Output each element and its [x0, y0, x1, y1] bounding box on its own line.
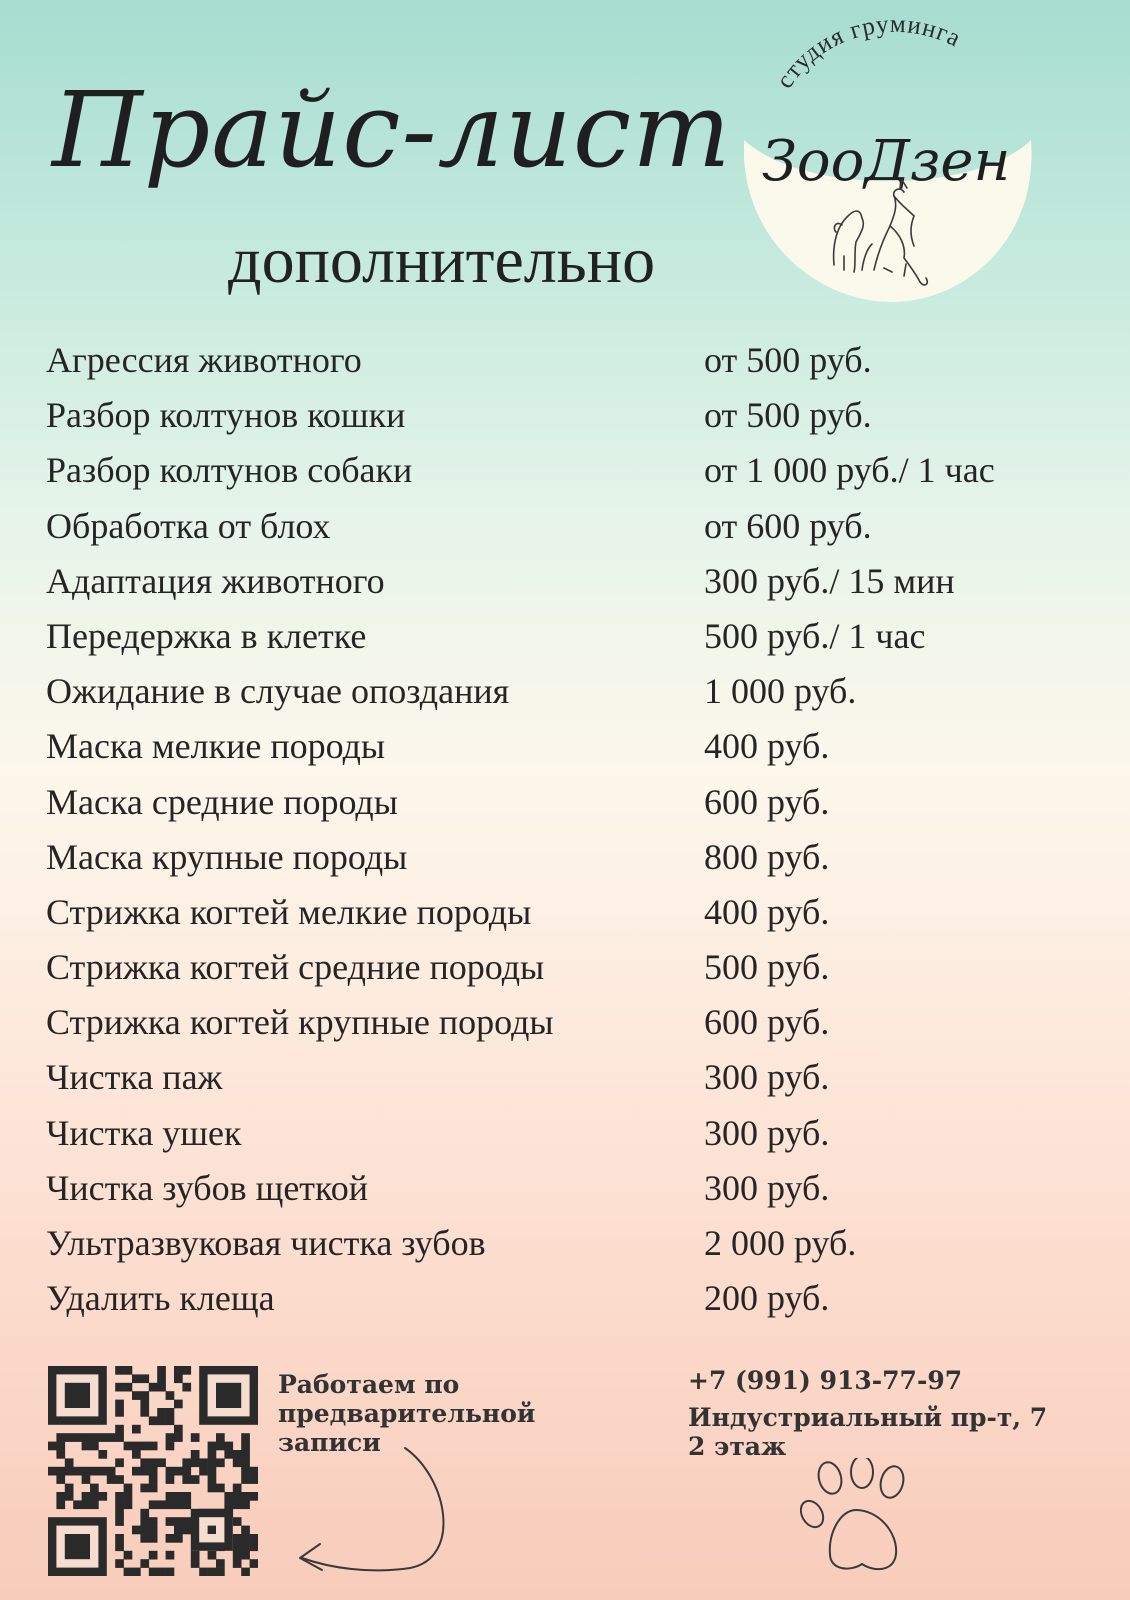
service-name: Маска средние породы — [46, 781, 398, 822]
service-name: Агрессия животного — [46, 340, 362, 380]
service-name: Чистка ушек — [46, 1112, 242, 1153]
price-row — [46, 338, 1086, 393]
service-name: Стрижка когтей средние породы — [46, 947, 545, 988]
logo-tagline: студия груминга — [771, 20, 966, 94]
price-row — [46, 1276, 1086, 1331]
price-row — [46, 1111, 1086, 1166]
page-title: Прайс-лист — [52, 69, 732, 191]
price-row — [46, 393, 1086, 448]
service-price: 300 руб. — [704, 1057, 830, 1098]
address-line: Индустриальный пр-т, 7 — [688, 1403, 1048, 1432]
service-name: Удалить клеща — [46, 1278, 275, 1319]
studio-logo — [744, 20, 1064, 320]
service-name: Ожидание в случае опоздания — [46, 671, 510, 712]
service-name: Ультразвуковая чистка зубов — [46, 1223, 486, 1263]
price-row — [46, 945, 1086, 1000]
price-row — [46, 559, 1086, 614]
service-price: от 500 руб. — [704, 340, 872, 380]
phone-number[interactable]: +7 (991) 913-77-97 — [688, 1366, 963, 1395]
price-row — [46, 614, 1086, 669]
price-row — [46, 1000, 1086, 1055]
service-price: 200 руб. — [704, 1278, 830, 1319]
service-name: Передержка в клетке — [46, 615, 367, 656]
service-name: Чистка паж — [46, 1057, 223, 1098]
service-price: 500 руб. — [704, 947, 830, 988]
service-name: Чистка зубов щеткой — [46, 1167, 368, 1208]
page-subtitle: дополнительно — [228, 224, 656, 297]
price-row — [46, 1221, 1086, 1276]
logo-brand: ЗооДзен — [762, 129, 1011, 194]
price-row — [46, 835, 1086, 890]
service-price: от 600 руб. — [704, 505, 872, 546]
address-floor: 2 этаж — [688, 1432, 787, 1461]
service-name: Разбор колтунов собаки — [46, 450, 413, 491]
service-price: 300 руб. — [704, 1167, 830, 1208]
service-name: Стрижка когтей крупные породы — [46, 1002, 554, 1043]
price-row — [46, 724, 1086, 779]
service-price: 600 руб. — [704, 781, 830, 822]
service-price: 600 руб. — [704, 1002, 830, 1043]
service-price: от 1 000 руб./ 1 час — [704, 450, 995, 491]
service-price: 500 руб./ 1 час — [704, 615, 926, 656]
price-row — [46, 890, 1086, 945]
contacts-block — [688, 1366, 1108, 1461]
service-name: Маска крупные породы — [46, 836, 408, 877]
curved-arrow-icon — [290, 1440, 470, 1580]
price-row — [46, 448, 1086, 503]
service-price: от 500 руб. — [704, 395, 872, 436]
service-price: 800 руб. — [704, 836, 830, 877]
qr-code-icon[interactable] — [48, 1366, 258, 1576]
price-row — [46, 780, 1086, 835]
service-name: Адаптация животного — [46, 560, 385, 601]
service-price: 300 руб./ 15 мин — [704, 560, 955, 601]
service-name: Разбор колтунов кошки — [46, 395, 406, 436]
service-price: 300 руб. — [704, 1112, 830, 1153]
price-row — [46, 1055, 1086, 1110]
paw-print-icon — [800, 1458, 930, 1578]
service-name: Обработка от блох — [46, 505, 331, 546]
service-name: Стрижка когтей мелкие породы — [46, 891, 532, 932]
price-row — [46, 504, 1086, 559]
service-price: 2 000 руб. — [704, 1223, 857, 1263]
service-price: 400 руб. — [704, 891, 830, 932]
service-name: Маска мелкие породы — [46, 726, 386, 767]
price-list — [46, 338, 1086, 1331]
booking-note: Работаем по предварительной записи — [278, 1370, 536, 1457]
service-price: 400 руб. — [704, 726, 830, 767]
price-row — [46, 1166, 1086, 1221]
service-price: 1 000 руб. — [704, 671, 857, 712]
price-row — [46, 669, 1086, 724]
